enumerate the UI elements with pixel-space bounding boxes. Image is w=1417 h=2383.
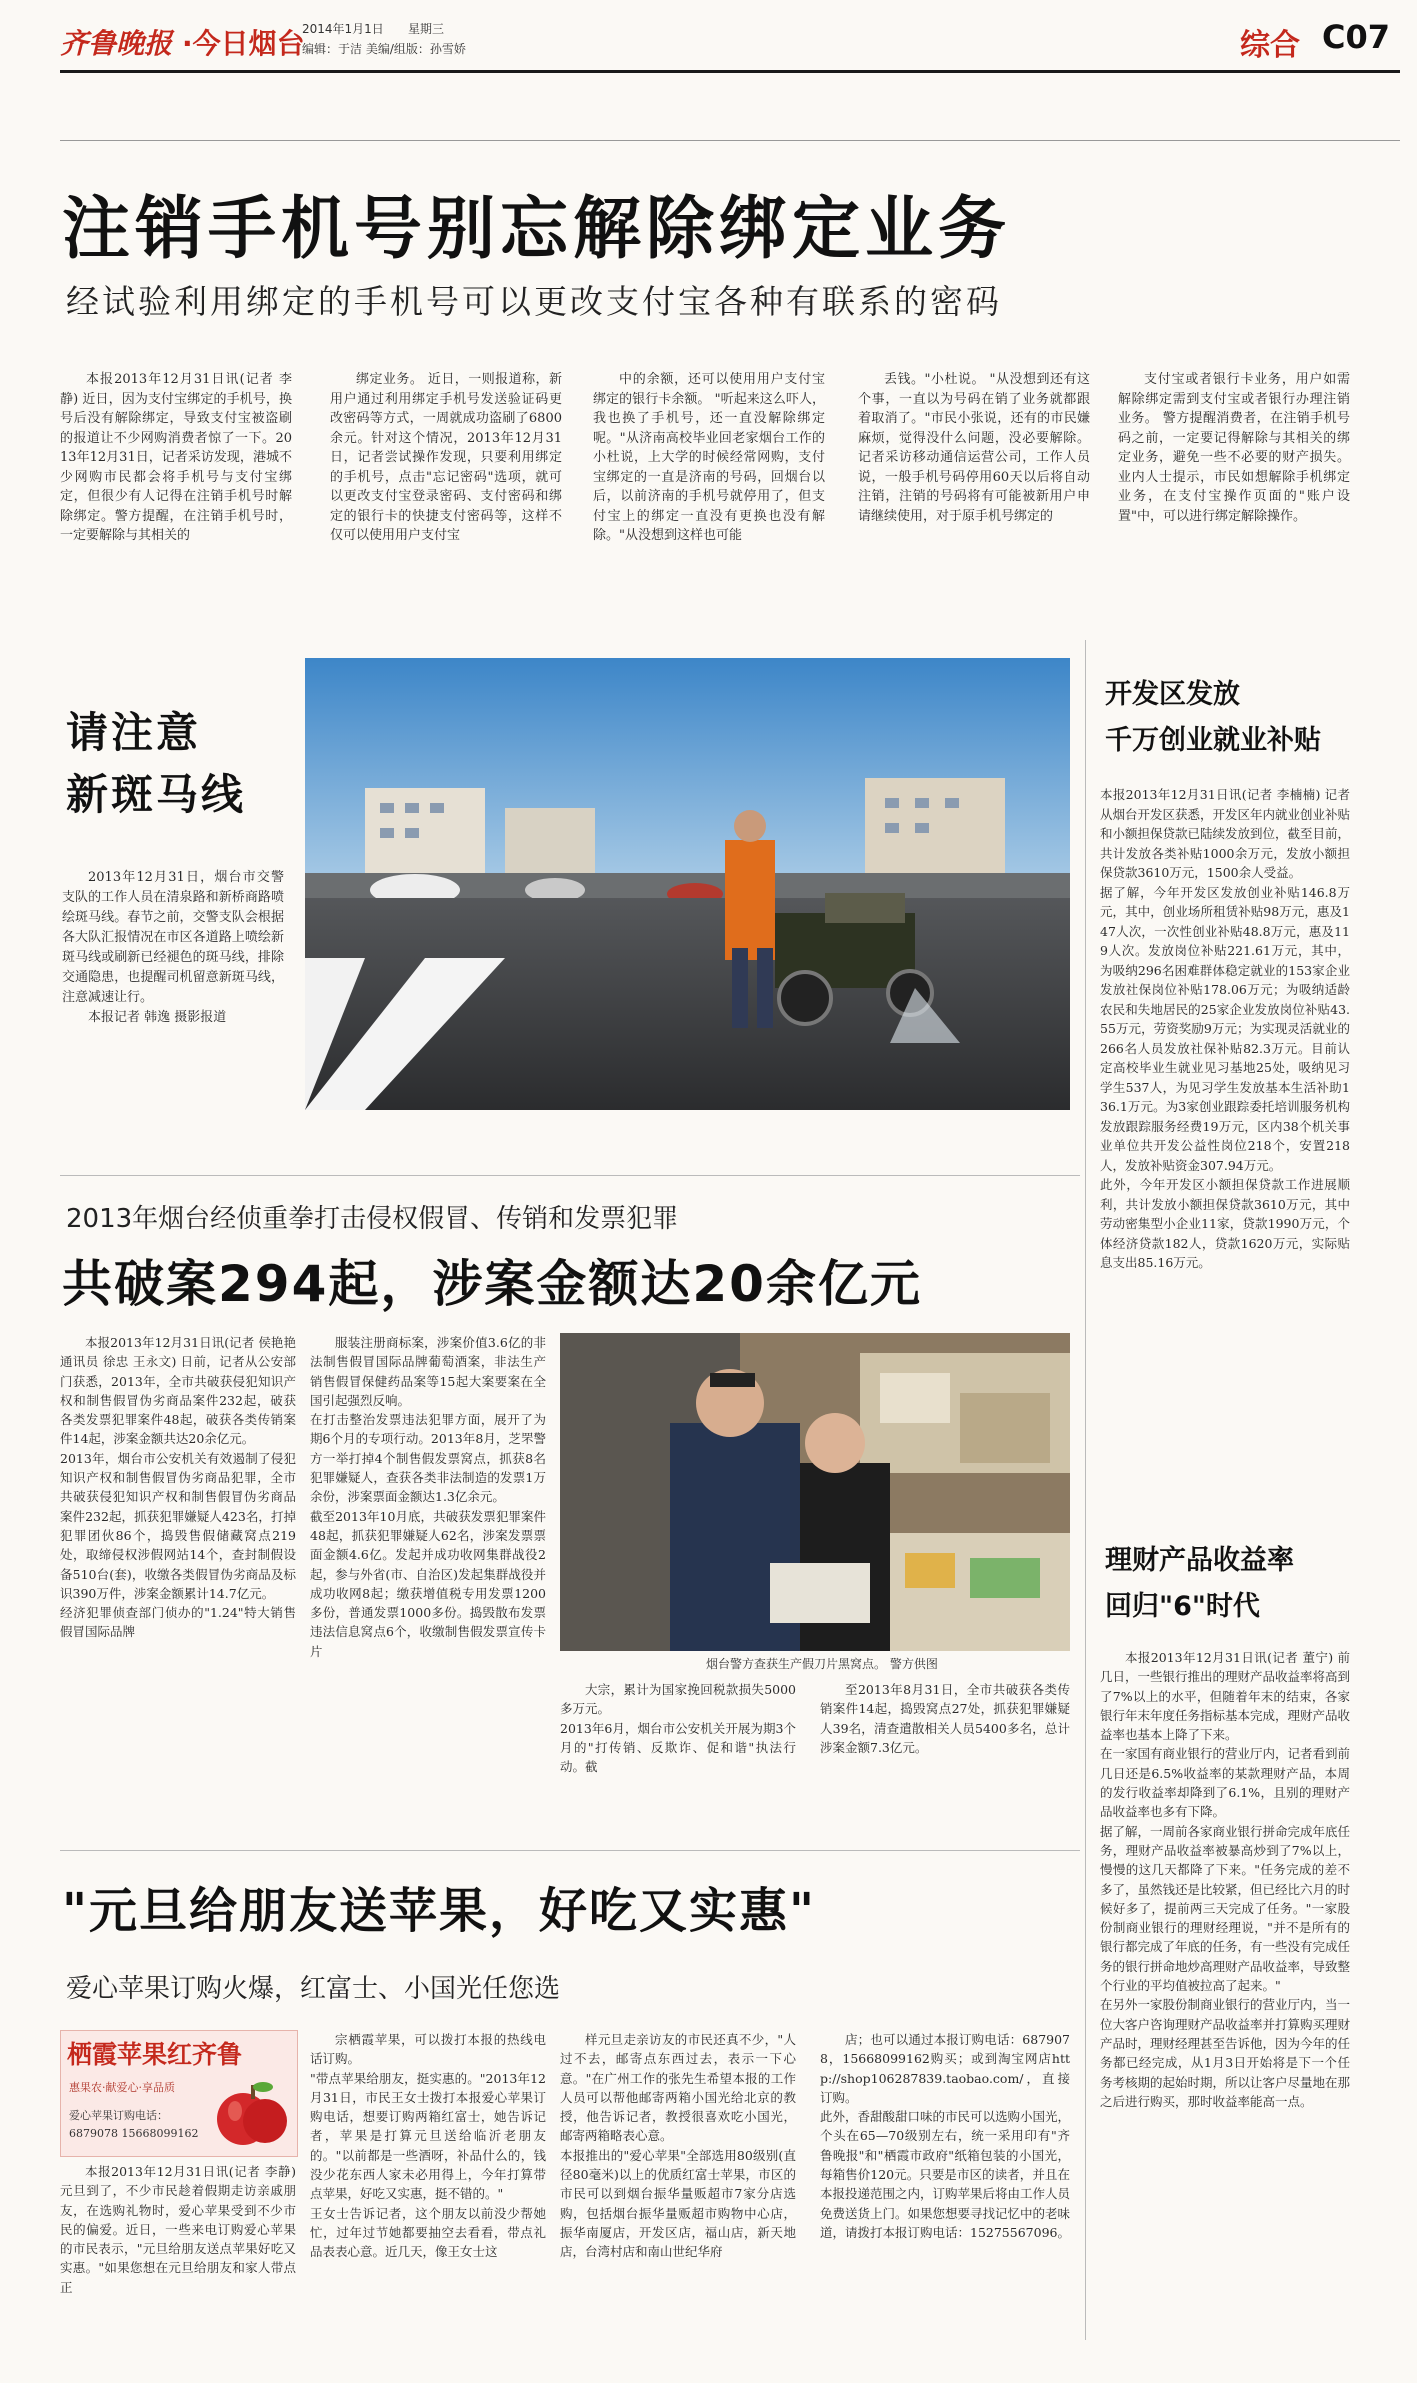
apple-column-4: 店；也可以通过本报订购电话：6879078，15668099162购买；或到淘宝网店http://shop106287839.taobao.com/，直接订购。 此外，香甜酸甜口味的市民可以选购小国光，个头在65—70级别左右，统一采用印有"齐鲁晚报"和"栖霞市政府"纸箱包装的小国光，每箱售价120元。只要是市区的读者，并且在本报投递范围之内，订购苹果后将由工作人员免费送货上门。如果您想要寻找记忆中的老味道，请拨打本报订购电话：15275567096。 [820, 2032, 1071, 2240]
apple-promo-phone-label: 爱心苹果订购电话： [69, 2109, 168, 2122]
issue-date: 2014年1月1日 [302, 22, 384, 36]
lead-column-2: 绑定业务。 近日，一则报道称，新用户通过利用绑定手机号发送验证码更改密码等方式，一周就成功盗刷了6800余元。针对这个情况，2013年12月31日，记者尝试操作发现，只要利用绑定的手机号，点击"忘记密码"选项，就可以更改支付宝登录密码、支付密码和绑定的银行卡的快捷支付密码等，这样不仅可以使用用户支付宝 [330, 372, 562, 543]
lead-column-5: 支付宝或者银行卡业务，用户如需解除绑定需到支付宝或者银行办理注销业务。 警方提醒消费者，在注销手机号码之前，一定要记得解除与其相关的绑定业务，避免一些不必要的财产损失。业内人士提示，市民如想解除手机绑定业务，在支付宝操作页面的"账户设置"中，可以进行绑定解除操作。 [1118, 372, 1350, 524]
finance-body: 本报2013年12月31日讯(记者 董宁) 前几日，一些银行推出的理财产品收益率将高到了7%以上的水平，但随着年末的结束，各家银行年末年度任务指标基本完成，理财产品收益率也基本上降了下来。 在一家国有商业银行的营业厅内，记者看到前几日还是6.5%收益率的某款理财产品，本周的发行收益率却降到了6.1%，且别的理财产品收益率也多有下降。 据了解，一周前各家商业银行拼命完成年底任务，理财产品收益率被暴高炒到了7%以上，慢慢的这几天都降了下来。"任务完成的差不多了，虽然钱还是比较紧，但已经比六月的时候好多了，提前两三天完成了任务。"一家股份制商业银行的理财经理说，"并不是所有的银行都完成了年底的任务，有一些没有完成任务的银行拼命地炒高理财产品收益率，导致整个行业的平均值被拉高了起来。" 在另外一家股份制商业银行的营业厅内，当一位大客户咨询理财产品收益率并打算购买理财产品时，理财经理甚至告诉他，因为今年的任务都已经完成，从1月3日开始将是下一个任务考核期的起始时期，所以让客户尽量地在那之后进行购买，那时收益率能高一点。 [1100, 1650, 1351, 2109]
apple-promo-tags: 惠果农·献爱心·享品质 [69, 2081, 175, 2094]
crime-photo-caption: 烟台警方查获生产假刀片黑窝点。 警方供图 [706, 1657, 938, 1671]
devzone-headline-1: 开发区发放 [1105, 679, 1240, 710]
zebra-caption: 2013年12月31日，烟台市交警支队的工作人员在清泉路和新桥商路喷绘斑马线。春节之前，交警支队会根据各大队汇报情况在市区各道路上喷绘新斑马线或刷新已经褪色的斑马线，排除交通隐患，也提醒司机留意新斑马线，注意减速让行。 本报记者 韩逸 摄影报道 [62, 870, 284, 1025]
apple-subheadline: 爱心苹果订购火爆，红富士、小国光任您选 [66, 1974, 561, 2004]
finance-headline-2: 回归"6"时代 [1105, 1591, 1260, 1622]
devzone-body: 本报2013年12月31日讯(记者 李楠楠) 记者从烟台开发区获悉，开发区年内就业创业补贴和小额担保贷款已陆续发放到位，截至目前，共计发放各类补贴1000余万元，发放小额担保贷款3610万元，1500余人受益。 据了解，今年开发区发放创业补贴146.8万元，其中，创业场所租赁补贴98万元，惠及147人次，一次性创业补贴48.8万元，惠及119人次。发放岗位补贴221.61万元，其中，为吸纳296名困难群体稳定就业的153家企业发放社保岗位补贴178.06万元；为吸纳适龄农民和失地居民的25家企业发放岗位补贴43.55万元，劳资奖励9万元；为实现灵活就业的266名人员发放社保补贴82.3万元。目前认定高校毕业生就业见习基地25处，吸纳见习学生537人，为见习学生发放基本生活补助136.1万元。为3家创业跟踪委托培训服务机构发放跟踪服务经费19万元，区内38个机关事业单位共开发公益性岗位218个，安置218人，发放补贴资金307.94万元。 此外，今年开发区小额担保贷款工作进展顺利，共计发放小额担保贷款3610万元，其中劳动密集型小企业11家，贷款1990万元，个体经济贷款182人，贷款1620万元，实际贴息支出85.16万元。 [1100, 787, 1351, 1270]
paper-edition: ·今日烟台 [182, 27, 305, 60]
paper-logo: 齐鲁晚报 [60, 27, 173, 60]
lead-subheadline: 经试验利用绑定的手机号可以更改支付宝各种有联系的密码 [66, 282, 1002, 321]
finance-headline-1: 理财产品收益率 [1105, 1545, 1294, 1576]
section-divider-2 [60, 1850, 1080, 1851]
crime-column-3: 大宗，累计为国家挽回税款损失5000多万元。 2013年6月，烟台市公安机关开展为期3个月的"打传销、反欺诈、促和谐"执法行动。截 [560, 1682, 796, 1775]
devzone-headline-2: 千万创业就业补贴 [1105, 725, 1321, 756]
lead-column-3: 中的余额，还可以使用用户支付宝绑定的银行卡余额。 "听起来这么吓人，我也换了手机号，还一直没解除绑定呢。"从济南高校毕业回老家烟台工作的小杜说，上大学的时候经常网购，支付宝绑定的一直是济南的号码，回烟台以后，以前济南的手机号就停用了，但支付宝上的绑定一直没有更换也没有解除。"从没想到这样也可能 [593, 372, 825, 543]
section-divider-1 [60, 1175, 1080, 1176]
crime-headline: 共破案294起，涉案金额达20余亿元 [62, 1255, 922, 1313]
lead-column-1: 本报2013年12月31日讯(记者 李静) 近日，因为支付宝绑定的手机号，换号后没有解除绑定，导致支付宝被盗刷的报道让不少网购消费者惊了一下。2013年12月31日，记者采访发现，港城不少网购市民都会将手机号与支付宝绑定，但很少有人记得在注销手机号时解除绑定。警方提醒，在注销手机号时，一定要解除与其相关的 [60, 372, 292, 543]
zebra-headline-1: 请注意 [66, 708, 202, 757]
top-rule [60, 140, 1400, 141]
zebra-headline-2: 新斑马线 [66, 770, 247, 819]
crime-column-4: 至2013年8月31日，全市共破获各类传销案件14起，捣毁窝点27处，抓获犯罪嫌疑人39名，清查遣散相关人员5400多名，总计涉案金额7.3亿元。 [820, 1682, 1070, 1755]
apple-column-1: 本报2013年12月31日讯(记者 李静) 元旦到了，不少市民趁着假期走访亲戚朋友，在选购礼物时，爱心苹果受到不少市民的偏爱。近日，一些来电订购爱心苹果的市民表示，"元旦给朋友送点苹果好吃又实惠。"如果您想在元旦给朋友和家人带点正 [60, 2164, 296, 2295]
apple-promo-phones: 6879078 15668099162 [69, 2127, 199, 2140]
crime-column-2: 服装注册商标案，涉案价值3.6亿的非法制售假冒国际品牌葡萄酒案，非法生产销售假冒保健药品案等15起大案要案在全国引起强烈反响。 在打击整治发票违法犯罪方面，展开了为期6个月的专项行动。2013年8月，芝罘警方一举打掉4个制售假发票窝点，抓获8名犯罪嫌疑人，查获各类非法制造的发票1万余份，涉案票面金额达1.3亿余元。 截至2013年10月底，共破获发票犯罪案件48起，抓获犯罪嫌疑人62名，涉案发票票面金额4.6亿。发起并成功收网集群战役2起，参与外省(市、自治区)发起集群战役并成功收网8起；缴获增值税专用发票1200多份，普通发票1000多份。捣毁散布发票违法信息窝点6个，收缴制售假发票宣传卡片 [310, 1335, 546, 1659]
lead-headline: 注销手机号别忘解除绑定业务 [62, 190, 1012, 269]
apple-column-2: 宗栖霞苹果，可以拨打本报的热线电话订购。 "带点苹果给朋友，挺实惠的。"2013年12月31日，市民王女士拨打本报爱心苹果订购电话，想要订购两箱红富士，她告诉记者，苹果是打算元旦送给临沂老朋友的。"以前都是一些酒呀，补品什么的，钱没少花东西人家未必用得上，今年打算带点苹果，好吃又实惠，挺不错的。" 王女士告诉记者，这个朋友以前没少帮她忙，过年过节她都要抽空去看看，带点礼品表表心意。近几天，像王女士这 [310, 2032, 546, 2260]
issue-weekday: 星期三 [408, 22, 445, 36]
editor-credits: 编辑：于洁 美编/组版：孙雪娇 [302, 42, 466, 56]
masthead-rule [60, 70, 1400, 73]
apple-column-3: 样元旦走亲访友的市民还真不少，"人过不去，邮寄点东西过去，表示一下心意。"在广州工作的张先生希望本报的工作人员可以帮他邮寄两箱小国光给北京的教授，他告诉记者，教授很喜欢吃小国光，邮寄两箱略表心意。 本报推出的"爱心苹果"全部选用80级别(直径80毫米)以上的优质红富士苹果，市区的市民可以到烟台振华量贩超市7家分店选购，包括烟台振华量贩超市购物中心店，振华南厦店，开发区店，福山店，新天地店，台湾村店和南山世纪华府 [560, 2032, 796, 2260]
apple-headline: "元旦给朋友送苹果，好吃又实惠" [62, 1883, 817, 1939]
apple-promo-box [60, 2030, 298, 2157]
crime-photo [560, 1333, 1070, 1651]
apple-promo-title: 栖霞苹果红齐鲁 [67, 2040, 243, 2069]
lead-column-4: 丢钱。"小杜说。 "从没想到还有这个事，一直以为号码在销了业务就都跟着取消了。"市民小张说，还有的市民嫌麻烦，觉得没什么问题，没必要解除。 记者采访移动通信运营公司，工作人员说，一般手机号码停用60天以后将自动注销，注销的号码将有可能被新用户申请继续使用，对于原手机号绑定的 [858, 372, 1090, 524]
page-number: C07 [1322, 18, 1391, 56]
apple-icon [211, 2071, 291, 2151]
crime-column-1: 本报2013年12月31日讯(记者 侯艳艳 通讯员 徐忠 王永文) 日前，记者从公安部门获悉，2013年，全市共破获侵犯知识产权和制售假冒伪劣商品案件232起，破获各类发票犯罪案件48起，破获各类传销案件14起，涉案金额共达20余亿元。 2013年，烟台市公安机关有效遏制了侵犯知识产权和制售假冒伪劣商品犯罪，全市共破获侵犯知识产权和制售假冒伪劣商品案件232起，抓获犯罪嫌疑人423名，打掉犯罪团伙86个，捣毁售假储藏窝点219处，取缔侵权涉假网站14个，查封制假设备510台(套)，收缴各类假冒伪劣商品及标识390万件，涉案金额累计14.7亿元。 经济犯罪侦查部门侦办的"1.24"特大销售假冒国际品牌 [60, 1335, 296, 1640]
crime-kicker: 2013年烟台经侦重拳打击侵权假冒、传销和发票犯罪 [66, 1204, 679, 1234]
section-name: 综合 [1240, 28, 1300, 63]
zebra-crossing-photo [305, 658, 1070, 1110]
right-column-divider [1085, 640, 1086, 2340]
masthead [60, 18, 1400, 68]
